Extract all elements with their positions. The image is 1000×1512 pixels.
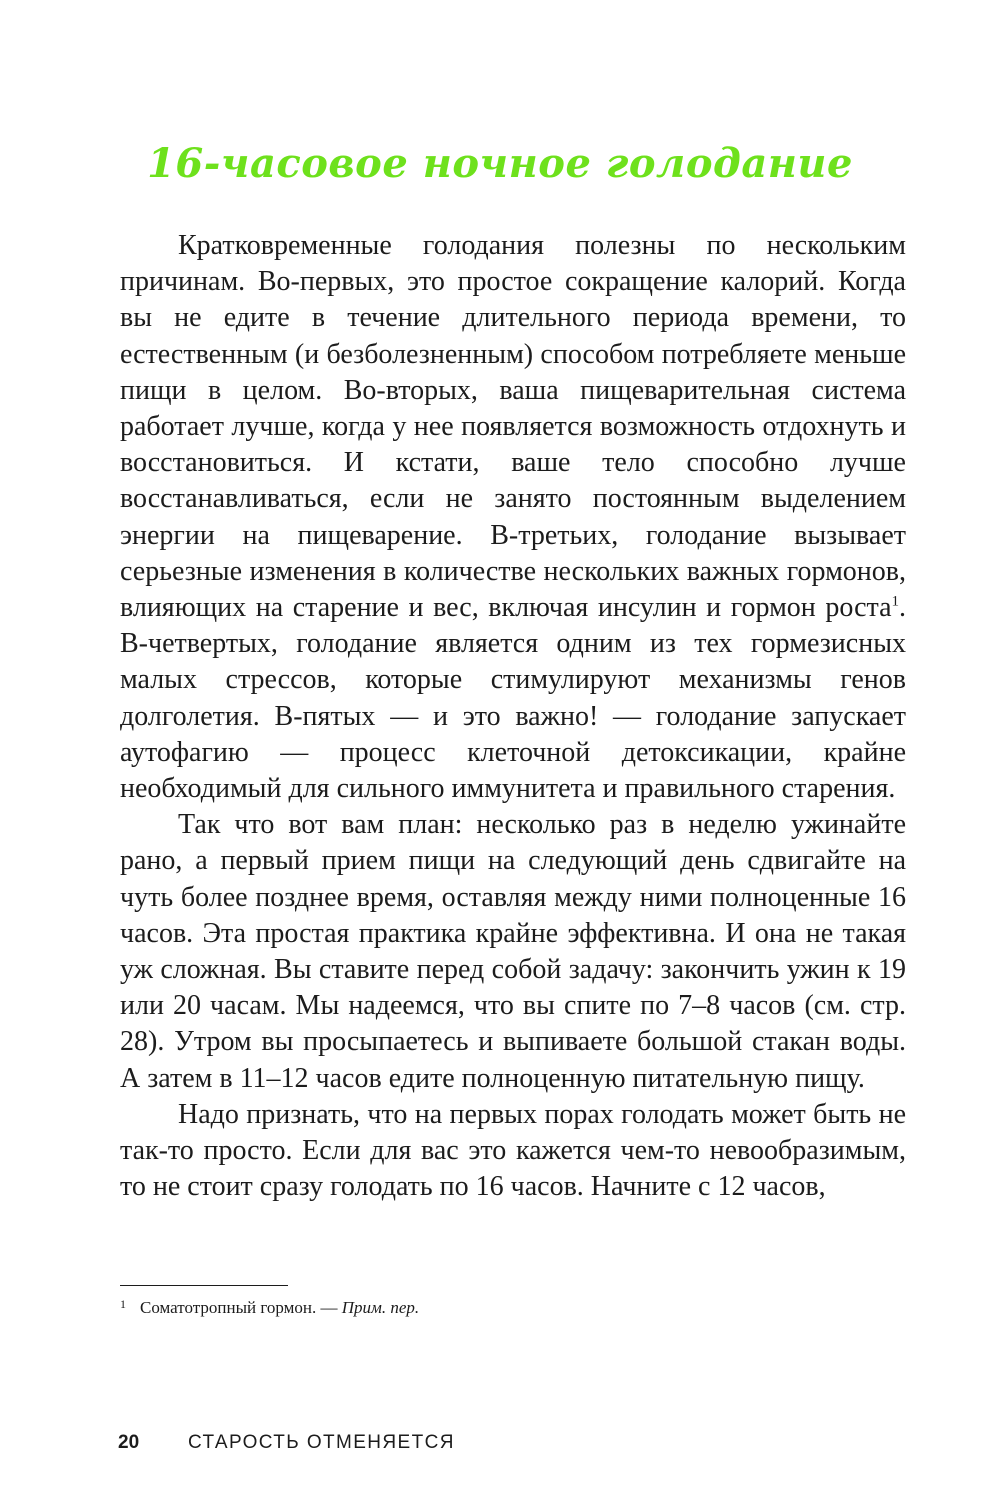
footnote-text: Соматотропный гормон. —	[140, 1298, 342, 1317]
running-footer	[118, 1432, 455, 1454]
footnote	[120, 1296, 906, 1320]
section-heading: 16-часовое ночное голодание	[147, 140, 853, 187]
footnote-divider	[120, 1285, 288, 1286]
footnote-reference: 1	[891, 593, 899, 610]
paragraph-1	[120, 228, 906, 807]
paragraph-2: Так что вот вам план: несколько раз в неделю ужинайте рано, а первый прием пищи на следующий день сдвигайте на чуть более позднее время, оставляя между ними полноценные 16 часов. Эта простая практика крайне эффективна. И она не такая уж сложная. Вы ставите перед собой задачу: закончить ужин к 19 или 20 часам. Мы надеемся, что вы спите по 7–8 часов (см. стр. 28). Утром вы просыпаетесь и выпиваете большой стакан воды. А затем в 11–12 часов едите полноценную питательную пищу.	[120, 809, 906, 1094]
footnote-mark: 1	[120, 1297, 126, 1311]
book-title: СТАРОСТЬ ОТМЕНЯЕТСЯ	[188, 1432, 455, 1453]
footnote-credit: Прим. пер.	[341, 1298, 420, 1317]
paragraph-3: Надо признать, что на первых порах голодать может быть не так-то просто. Если для вас это кажется чем-то невообразимым, то не стоит сразу голодать по 16 часов. Начните с 12 часов,	[120, 1098, 906, 1203]
paragraph-1-text-a: Кратковременные голодания полезны по нескольким причинам. Во-первых, это простое сокращение калорий. Когда вы не едите в течение длительного периода времени, то естественным (и безболезненным) способом потребляете меньше пищи в целом. Во-вторых, ваша пищеварительная система работает лучше, когда у нее появляется возможность отдохнуть и восстановиться. И кстати, ваше тело способно лучше восстанавливаться, если не занято постоянным выделением энергии на пищеварение. В-третьих, голодание вызывает серьезные изменения в количестве нескольких важных гормонов, влияющих на старение и вес, включая инсулин и гормон роста	[120, 230, 906, 624]
paragraph-1-text-b: . В-четвертых, голодание является одним из тех гормезисных малых стрессов, которые стимулируют механизмы генов долголетия. В-пятых — и это важно! — голодание запускает аутофагию — процесс клеточной детоксикации, крайне необходимый для сильного иммунитета и правильного старения.	[120, 592, 906, 805]
body-text	[120, 228, 906, 1205]
page-number: 20	[118, 1432, 140, 1453]
